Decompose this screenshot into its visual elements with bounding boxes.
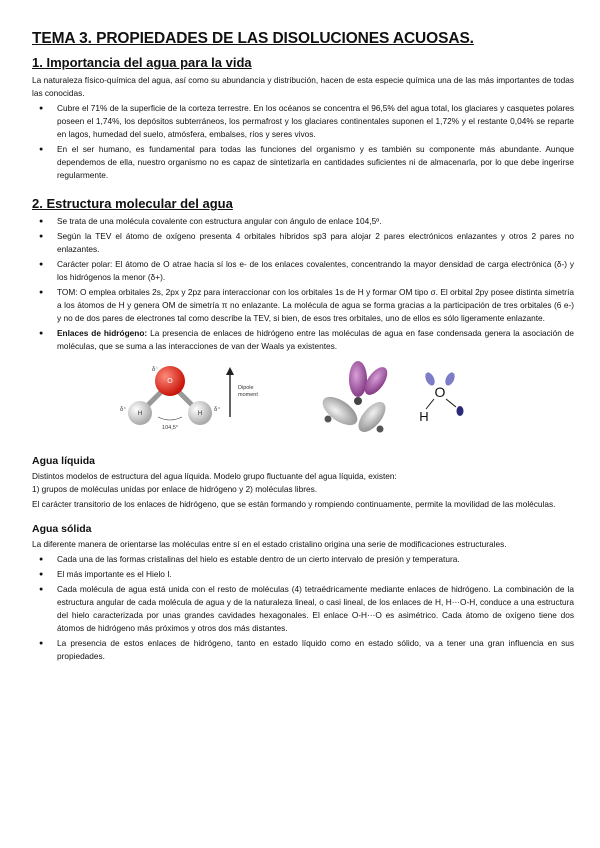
section-heading: Agua líquida: [32, 455, 95, 467]
list-item: [32, 327, 574, 353]
hydrogen-lobe: [457, 406, 464, 416]
hbond-text: La presencia de enlaces de hidrógeno entre las moléculas de agua en fase condensada genera la asociación de moléculas, que se suma a las interacciones de van der Waals ya existentes.: [57, 328, 575, 351]
hydrogen-label: H: [197, 411, 203, 417]
list-item: ● Se trata de una molécula covalente con estructura angular con ángulo de enlace 104,5º.: [32, 215, 574, 228]
hydrogen-atom: [377, 426, 384, 433]
section-importancia: [32, 55, 574, 182]
hydrogen-atom: [325, 416, 332, 423]
bond: [446, 399, 456, 407]
hbond-label: Enlaces de hidrógeno:: [57, 328, 148, 338]
paragraph: Distintos modelos de estructura del agua líquida. Modelo grupo fluctuante del agua líquida, existen:: [32, 471, 397, 481]
bullet-list: [32, 215, 574, 353]
bond: [426, 399, 434, 409]
bond-angle-label: 104,5°: [162, 425, 178, 431]
oxygen-label: O: [167, 378, 173, 385]
oxygen-symbol: O: [434, 384, 446, 400]
paragraph: La diferente manera de orientarse las moléculas entre sí en el estado cristalino origina una serie de modificaciones estructurales.: [32, 539, 507, 549]
list-item: ● Cada una de las formas cristalinas del hielo es estable dentro de un cierto intervalo de presión y temperatura.: [32, 553, 574, 566]
partial-negative-label: δ⁻: [152, 367, 159, 373]
sp3-orbital-diagram: [314, 359, 404, 437]
list-item: ● En el ser humano, es fundamental para todas las funciones del organismo y es también su componente más abundante. Aunque dependemos de ella, nuestro organismo no es capaz de sintetizarla en cantidades suficientes ni de almacenarla, por lo que debe ingerirse regularmente.: [32, 143, 574, 182]
nucleus: [354, 397, 362, 405]
dipole-arrowhead: [226, 367, 234, 375]
lewis-structure: [414, 367, 470, 425]
orbital-lobe: [318, 391, 362, 430]
list-item: ● Cada molécula de agua está unida con el resto de moléculas (4) tetraédricamente mediante enlaces de hidrógeno. La combinación de la estructura angular de cada molécula de agua y de la naturaleza lineal, o casi lineal, de los enlaces de H, H···O-H, conduce a una estructura del hielo caracterizada por unas grandes cavidades hexagonales. El enlace O-H···O es asimétrico. Cada átomo de oxígeno tiene dos átomos de hidrógeno más próximos y otros dos más distantes.: [32, 583, 574, 635]
document-page: [32, 30, 574, 674]
paragraph: 1) grupos de moléculas unidas por enlace de hidrógeno y 2) moléculas libres.: [32, 484, 318, 494]
section-heading: 1. Importancia del agua para la vida: [32, 55, 252, 70]
list-item: ● Carácter polar: El átomo de O atrae hacia sí los e- de los enlaces covalentes, concentrando la mayor densidad de carga electrónica (δ-) y los hidrógenos la menor (δ+).: [32, 258, 574, 284]
bullet-list: [32, 102, 574, 182]
section-heading: Agua sólida: [32, 523, 92, 535]
partial-positive-label: δ⁺: [120, 407, 127, 413]
water-dipole-diagram: [90, 361, 260, 431]
hydrogen-symbol: H: [419, 409, 429, 424]
section-agua-solida: [32, 523, 574, 663]
section-estructura: [32, 196, 574, 443]
hydrogen-label: H: [137, 411, 143, 417]
bullet-list: [32, 553, 574, 663]
partial-positive-label: δ⁺: [214, 407, 221, 413]
list-item: ● La presencia de estos enlaces de hidrógeno, tanto en estado líquido como en estado sólido, va a tener una gran influencia en sus propiedades.: [32, 637, 574, 663]
dipole-label: moment: [238, 392, 258, 398]
orbital-lobe: [349, 361, 367, 397]
list-item: ● TOM: O emplea orbitales 2s, 2px y 2pz para interaccionar con los orbitales 1s de H y formar OM tipo σ. El orbital 2py posee distinta simetría a los átomos de H y genera OM de simetría π no enlazante. La molécula de agua se forma gracias a la participación de tres orbitales (6 e-) y no de dos pares de electrones tal como describe la TEV, si bien, de esos tres orbitales, uno de ellos es sólo ligeramente enlazante.: [32, 286, 574, 325]
molecule-figures: [32, 361, 574, 443]
list-item: ● Cubre el 71% de la superficie de la corteza terrestre. En los océanos se concentra el 96,5% del agua total, los glaciares y casquetes polares poseen el 1,74%, los depósitos subterráneos, los permafrost y los glaciares continentales suponen el 1,72% y el restante 0,04% se reparte en lagos, humedad del suelo, atmósfera, embalses, ríos y seres vivos.: [32, 102, 574, 141]
paragraph: La naturaleza físico-química del agua, así como su abundancia y distribución, hacen de esta especie química una de las más importantes de todas las conocidas.: [32, 75, 574, 98]
dipole-label: Dipole: [238, 385, 254, 391]
section-heading: 2. Estructura molecular del agua: [32, 196, 233, 211]
paragraph: El carácter transitorio de los enlaces de hidrógeno, que se están formando y rompiendo continuamente, permite la movilidad de las moléculas.: [32, 499, 556, 509]
list-item: ● El más importante es el Hielo I.: [32, 568, 574, 581]
angle-arc: [158, 417, 182, 420]
list-item: ● Según la TEV el átomo de oxígeno presenta 4 orbitales híbridos sp3 para alojar 2 pares electrónicos enlazantes y otros 2 pares no enlazantes.: [32, 230, 574, 256]
document-title: TEMA 3. PROPIEDADES DE LAS DISOLUCIONES ACUOSAS.: [32, 30, 474, 47]
section-agua-liquida: [32, 455, 574, 511]
